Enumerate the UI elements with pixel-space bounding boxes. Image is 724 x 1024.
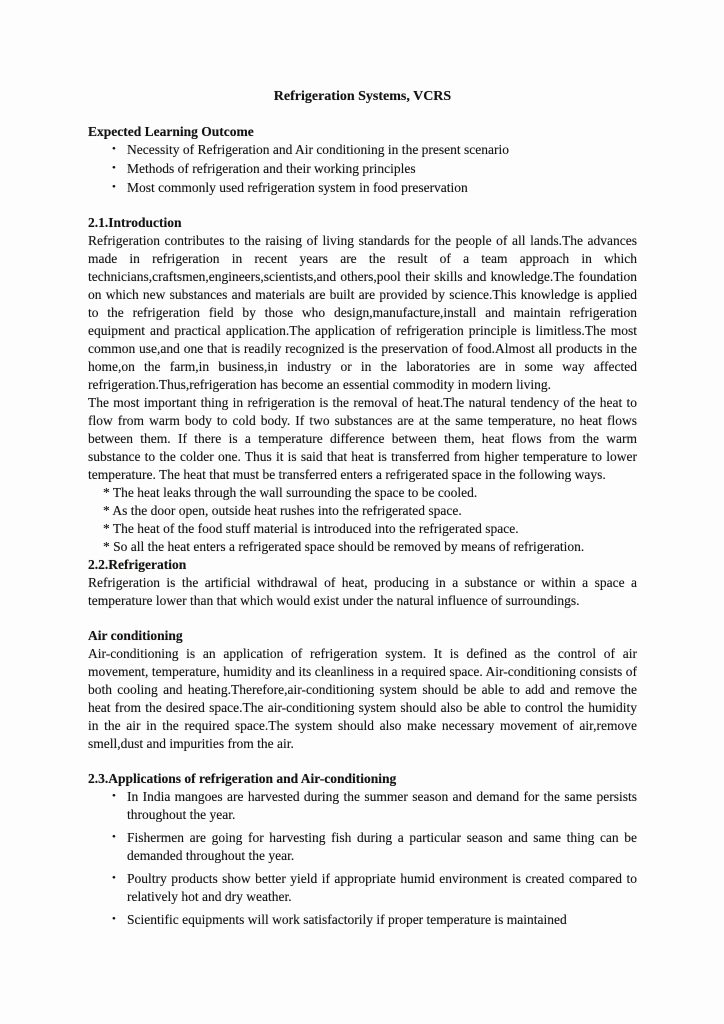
bullet-icon: • bbox=[112, 143, 116, 155]
section-refrigeration bbox=[88, 556, 637, 610]
page-title: Refrigeration Systems, VCRS bbox=[273, 89, 452, 104]
section-heading-air-conditioning: Air conditioning bbox=[88, 628, 183, 643]
section-heading-refrigeration: 2.2.Refrigeration bbox=[88, 557, 187, 572]
list-item-text: Methods of refrigeration and their working principles bbox=[127, 161, 416, 176]
list-item: * As the door open, outside heat rushes into the refrigerated space. bbox=[103, 503, 462, 518]
paragraph: The most important thing in refrigeration is the removal of heat.The natural tendency of the heat to flow from warm body to cold body. If two substances are at the same temperature, no heat flows between them. If there is a temperature difference between them, heat flows from the warm substance to the colder one. Thus it is said that heat is transferred from higher temperature to lower temperature. The heat that must be transferred enters a refrigerated space in the following ways. bbox=[88, 395, 637, 482]
applications-list bbox=[88, 788, 637, 929]
list-item bbox=[88, 788, 637, 824]
list-item bbox=[88, 179, 637, 197]
list-item-text: Poultry products show better yield if appropriate humid environment is created compared to relatively hot and dry weather. bbox=[127, 871, 637, 904]
bullet-icon: • bbox=[112, 181, 116, 193]
paragraph: Air-conditioning is an application of refrigeration system. It is defined as the control of air movement, temperature, humidity and its cleanliness in a required space. Air-conditioning consists of both cooling and heating.Therefore,air-conditioning system should be able to add and remove the heat from the desired space.The air-conditioning system should also be able to control the humidity in the air in the required space.The system should also make necessary movement of air,remove smell,dust and impurities from the air. bbox=[88, 646, 637, 751]
section-heading-introduction: 2.1.Introduction bbox=[88, 215, 182, 230]
section-heading-applications: 2.3.Applications of refrigeration and Air-conditioning bbox=[88, 771, 397, 786]
list-item bbox=[88, 829, 637, 865]
list-item-text: Necessity of Refrigeration and Air conditioning in the present scenario bbox=[127, 142, 510, 157]
section-applications bbox=[88, 770, 637, 929]
list-item: * So all the heat enters a refrigerated space should be removed by means of refrigeration. bbox=[103, 539, 585, 554]
section-air-conditioning bbox=[88, 627, 637, 753]
list-item bbox=[88, 911, 637, 929]
list-item-text: Most commonly used refrigeration system in food preservation bbox=[127, 180, 468, 195]
bullet-icon: • bbox=[112, 872, 116, 884]
list-item bbox=[88, 160, 637, 178]
list-item-text: In India mangoes are harvested during the summer season and demand for the same persists throughout the year. bbox=[127, 789, 637, 822]
learning-outcome-list bbox=[88, 141, 637, 197]
list-item bbox=[88, 870, 637, 906]
bullet-icon: • bbox=[112, 162, 116, 174]
heat-entry-list bbox=[88, 484, 637, 556]
paragraph: Refrigeration contributes to the raising of living standards for the people of all lands.The advances made in refrigeration in recent years are the result of a team approach in which technicians,craftsmen,engineers,scientists,and others,pool their skills and knowledge.The foundation on which new substances and materials are built are provided by science.This knowledge is applied to the refrigeration field by those who design,manufacture,install and maintain refrigeration equipment and practical application.The application of refrigeration principle is limitless.The most common use,and one that is readily recognized is the preservation of food.Almost all products in the home,on the farm,in business,in industry or in the laboratories are in some way affected refrigeration.Thus,refrigeration has become an essential commodity in modern living. bbox=[88, 233, 637, 392]
bullet-icon: • bbox=[112, 913, 116, 925]
section-introduction bbox=[88, 214, 637, 556]
bullet-icon: • bbox=[112, 831, 116, 843]
list-item-text: Scientific equipments will work satisfactorily if proper temperature is maintained bbox=[127, 912, 567, 927]
bullet-icon: • bbox=[112, 790, 116, 802]
paragraph: Refrigeration is the artificial withdrawal of heat, producing in a substance or within a space a temperature lower than that which would exist under the natural influence of surroundings. bbox=[88, 575, 637, 608]
list-item bbox=[88, 141, 637, 159]
section-heading-expected-learning-outcome: Expected Learning Outcome bbox=[88, 124, 254, 139]
section-expected-learning-outcome bbox=[88, 123, 637, 197]
list-item: * The heat of the food stuff material is introduced into the refrigerated space. bbox=[103, 521, 519, 536]
list-item: * The heat leaks through the wall surrounding the space to be cooled. bbox=[103, 485, 478, 500]
list-item-text: Fishermen are going for harvesting fish during a particular season and same thing can be demanded throughout the year. bbox=[127, 830, 637, 863]
